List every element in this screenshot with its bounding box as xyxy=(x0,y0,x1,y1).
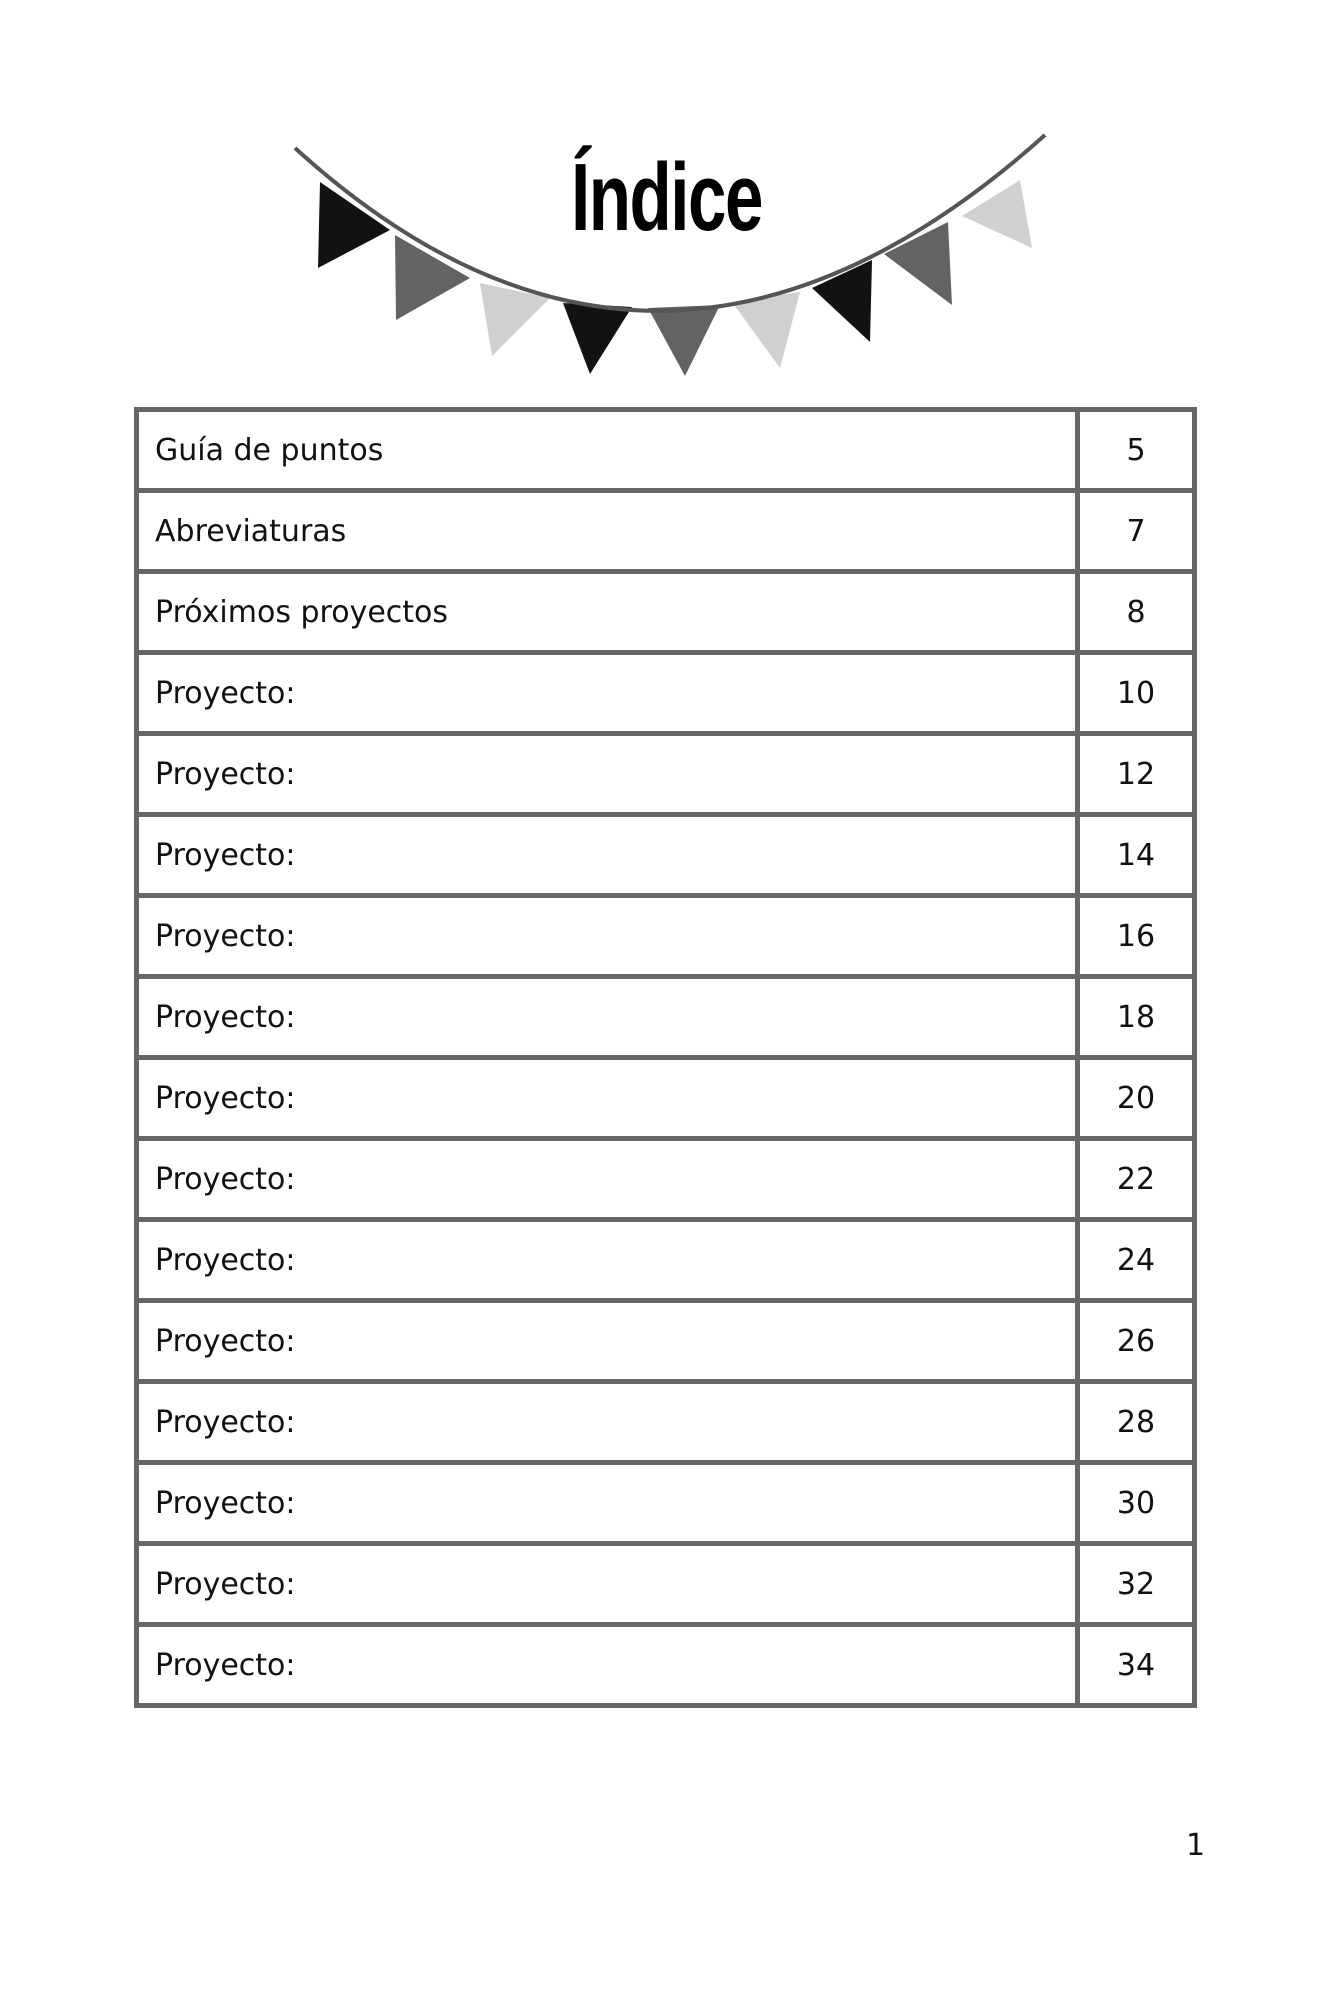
toc-entry-page: 34 xyxy=(1078,1625,1195,1706)
toc-entry-page: 14 xyxy=(1078,815,1195,896)
table-row xyxy=(137,1301,1195,1382)
toc-entry-page: 18 xyxy=(1078,977,1195,1058)
table-of-contents xyxy=(134,407,1197,1708)
toc-entry-page: 28 xyxy=(1078,1382,1195,1463)
toc-entry-page: 30 xyxy=(1078,1463,1195,1544)
table-row xyxy=(137,491,1195,572)
toc-entry-page: 22 xyxy=(1078,1139,1195,1220)
toc-entry-page: 10 xyxy=(1078,653,1195,734)
toc-entry-label: Proyecto: xyxy=(137,1382,1078,1463)
page-number: 1 xyxy=(1186,1828,1206,1863)
toc-entry-label: Guía de puntos xyxy=(137,410,1078,491)
toc-entry-page: 12 xyxy=(1078,734,1195,815)
table-row xyxy=(137,1625,1195,1706)
toc-entry-page: 16 xyxy=(1078,896,1195,977)
table-row xyxy=(137,1220,1195,1301)
table-row xyxy=(137,977,1195,1058)
table-row xyxy=(137,896,1195,977)
toc-entry-page: 8 xyxy=(1078,572,1195,653)
toc-entry-page: 5 xyxy=(1078,410,1195,491)
table-row xyxy=(137,815,1195,896)
toc-entry-label: Proyecto: xyxy=(137,1463,1078,1544)
toc-entry-label: Abreviaturas xyxy=(137,491,1078,572)
table-row xyxy=(137,1058,1195,1139)
table-row xyxy=(137,1382,1195,1463)
toc-entry-label: Proyecto: xyxy=(137,1301,1078,1382)
toc-entry-label: Proyecto: xyxy=(137,1220,1078,1301)
toc-entry-page: 24 xyxy=(1078,1220,1195,1301)
toc-entry-label: Proyecto: xyxy=(137,1544,1078,1625)
toc-entry-label: Proyecto: xyxy=(137,653,1078,734)
toc-entry-label: Proyecto: xyxy=(137,1139,1078,1220)
table-row xyxy=(137,1139,1195,1220)
table-row xyxy=(137,572,1195,653)
toc-entry-label: Proyecto: xyxy=(137,896,1078,977)
table-row xyxy=(137,734,1195,815)
table-row xyxy=(137,410,1195,491)
table-row xyxy=(137,1544,1195,1625)
toc-entry-label: Proyecto: xyxy=(137,1058,1078,1139)
toc-entry-label: Proyecto: xyxy=(137,977,1078,1058)
toc-entry-label: Próximos proyectos xyxy=(137,572,1078,653)
toc-entry-page: 32 xyxy=(1078,1544,1195,1625)
toc-entry-page: 7 xyxy=(1078,491,1195,572)
toc-entry-label: Proyecto: xyxy=(137,734,1078,815)
toc-entry-page: 26 xyxy=(1078,1301,1195,1382)
table-row xyxy=(137,1463,1195,1544)
toc-entry-page: 20 xyxy=(1078,1058,1195,1139)
toc-entry-label: Proyecto: xyxy=(137,1625,1078,1706)
table-row xyxy=(137,653,1195,734)
page-title: Índice xyxy=(570,144,763,251)
toc-entry-label: Proyecto: xyxy=(137,815,1078,896)
